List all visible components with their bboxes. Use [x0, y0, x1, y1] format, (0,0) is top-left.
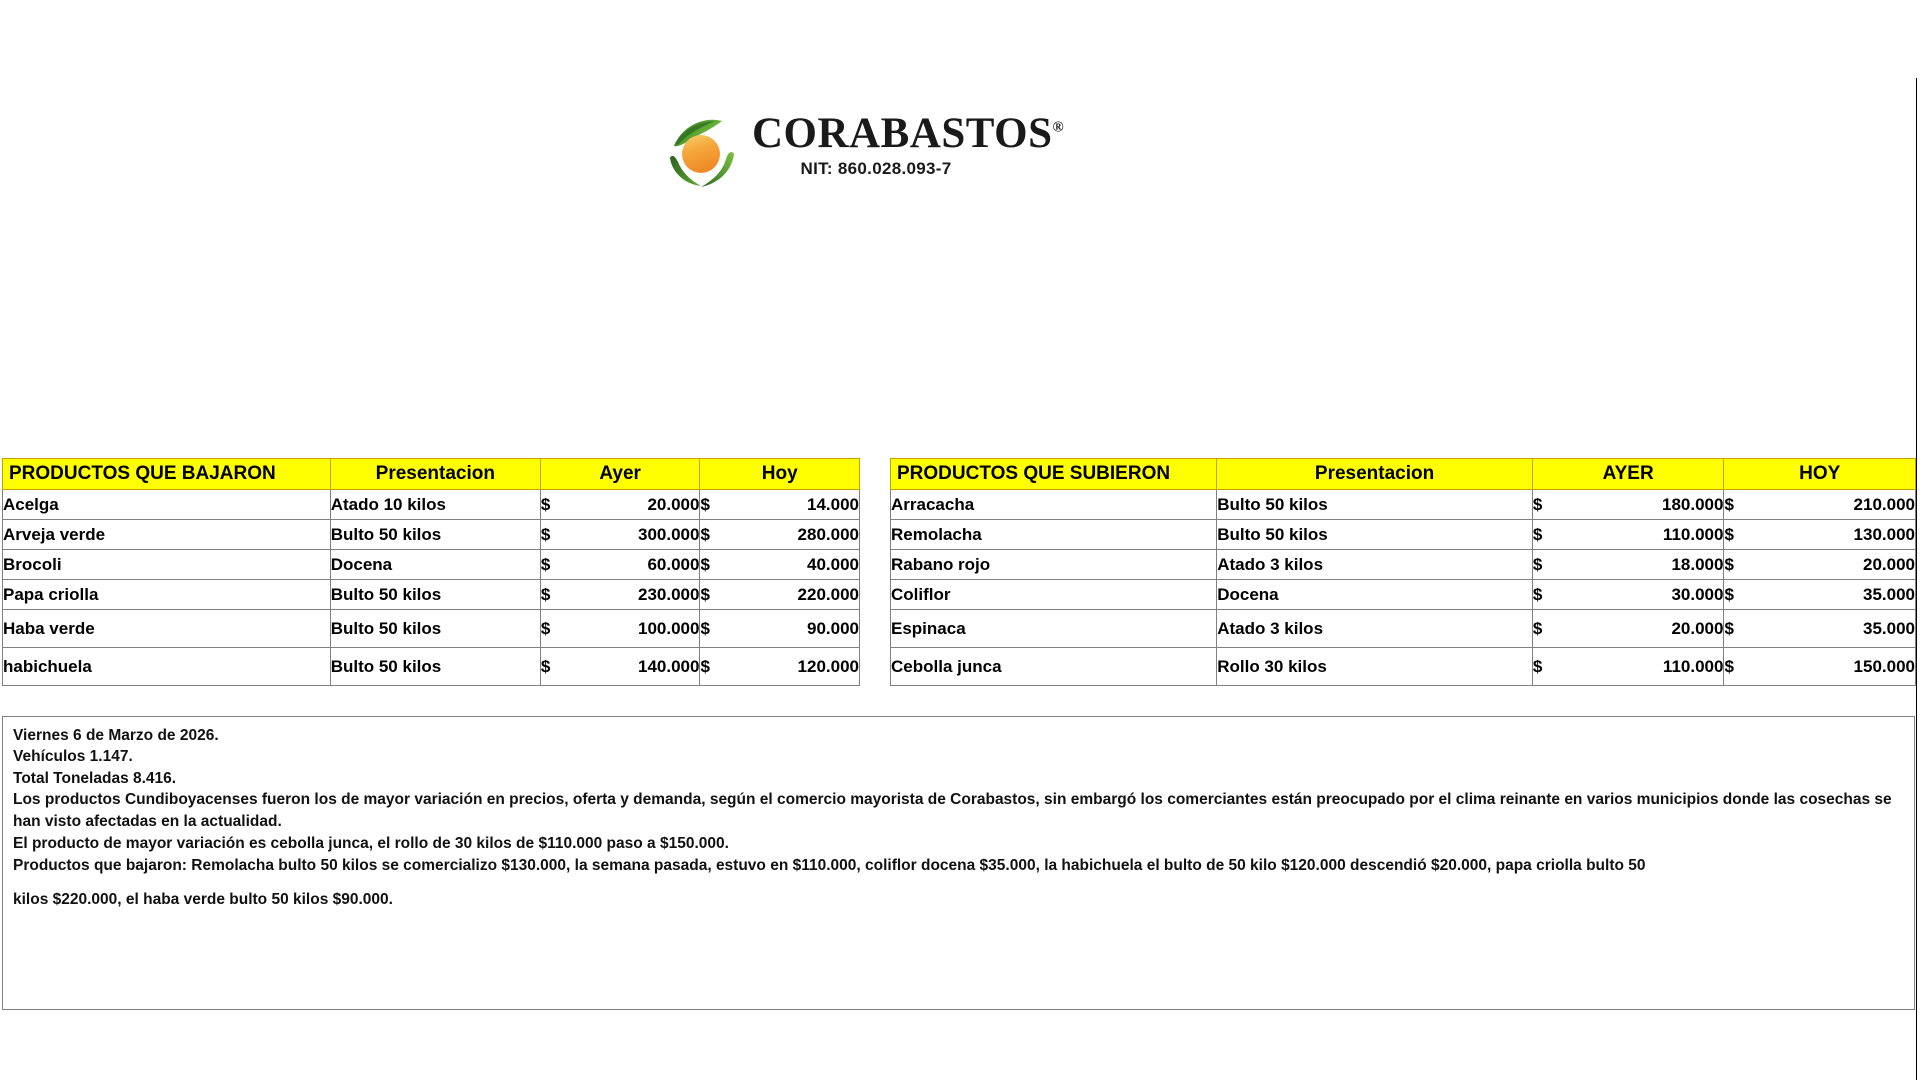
cell-presentacion: Bulto 50 kilos [330, 520, 540, 550]
table-body-subieron [891, 490, 1916, 686]
cell-ayer-value: 300.000 [582, 520, 699, 550]
cell-hoy-value: 40.000 [742, 550, 860, 580]
table-row [891, 610, 1916, 648]
cell-hoy-currency: $ [700, 648, 742, 686]
cell-ayer-value: 30.000 [1568, 580, 1724, 610]
cell-hoy-currency: $ [700, 550, 742, 580]
logo-wordmark [752, 110, 1065, 157]
cell-presentacion: Atado 3 kilos [1217, 610, 1533, 648]
cell-presentacion: Docena [1217, 580, 1533, 610]
cell-presentacion: Bulto 50 kilos [330, 648, 540, 686]
header-hoy: Hoy [700, 459, 860, 490]
table-row [3, 610, 860, 648]
cell-hoy-currency: $ [700, 610, 742, 648]
logo-wordmark-block [752, 110, 1065, 179]
cell-hoy-currency: $ [700, 580, 742, 610]
market-summary-note [2, 716, 1915, 1010]
table-row [891, 520, 1916, 550]
cell-hoy-value: 120.000 [742, 648, 860, 686]
cell-hoy-currency: $ [1724, 580, 1760, 610]
cell-hoy-value: 14.000 [742, 490, 860, 520]
note-paragraph-3: Productos que bajaron: Remolacha bulto 50 kilos se comercializo $130.000, la semana pasada, estuvo en $110.000, coliflor docena $35.000, la habichuela el bulto de 50 kilo $120.000 descendió $20.000, papa criolla bulto 50 [13, 856, 1646, 874]
cell-ayer-currency: $ [1532, 610, 1568, 648]
note-paragraph-1: Los productos Cundiboyacenses fueron los de mayor variación en precios, oferta y demanda, según el comercio mayorista de Corabastos, sin embargó los comerciantes están preocupado por el clima reinante en varios municipios donde las cosechas se han visto afectadas en la actualidad. [13, 791, 1892, 831]
note-paragraph-4: kilos $220.000, el haba verde bulto 50 kilos $90.000. [13, 890, 393, 908]
cell-ayer-currency: $ [1532, 490, 1568, 520]
table-row [891, 550, 1916, 580]
header-ayer: Ayer [540, 459, 700, 490]
cell-producto: Coliflor [891, 580, 1217, 610]
cell-presentacion: Atado 10 kilos [330, 490, 540, 520]
table-row [3, 520, 860, 550]
table-row [891, 490, 1916, 520]
cell-ayer-currency: $ [1532, 520, 1568, 550]
header-hoy: HOY [1724, 459, 1916, 490]
cell-presentacion: Atado 3 kilos [1217, 550, 1533, 580]
cell-ayer-currency: $ [540, 648, 582, 686]
page-right-border [1916, 78, 1917, 1080]
cell-producto: Espinaca [891, 610, 1217, 648]
cell-presentacion: Rollo 30 kilos [1217, 648, 1533, 686]
note-paragraph-2: El producto de mayor variación es cebolla junca, el rollo de 30 kilos de $110.000 paso a $150.000. [13, 835, 729, 853]
cell-producto: Arveja verde [3, 520, 331, 550]
cell-hoy-value: 130.000 [1760, 520, 1916, 550]
cell-hoy-currency: $ [1724, 610, 1760, 648]
cell-presentacion: Bulto 50 kilos [1217, 490, 1533, 520]
cell-presentacion: Bulto 50 kilos [330, 610, 540, 648]
cell-ayer-currency: $ [540, 550, 582, 580]
cell-producto: Cebolla junca [891, 648, 1217, 686]
cell-ayer-currency: $ [540, 580, 582, 610]
cell-ayer-value: 180.000 [1568, 490, 1724, 520]
corabastos-leaf-fruit-icon [660, 110, 744, 194]
cell-producto: habichuela [3, 648, 331, 686]
cell-hoy-currency: $ [1724, 550, 1760, 580]
header-productos-bajaron: PRODUCTOS QUE BAJARON [3, 459, 331, 490]
logo-brand-name: CORABASTOS [752, 110, 1053, 157]
header-presentacion: Presentacion [330, 459, 540, 490]
cell-ayer-value: 18.000 [1568, 550, 1724, 580]
table-row [3, 490, 860, 520]
cell-presentacion: Bulto 50 kilos [1217, 520, 1533, 550]
cell-hoy-value: 90.000 [742, 610, 860, 648]
note-vehicles-line: Vehículos 1.147. [13, 748, 133, 766]
header-presentacion: Presentacion [1217, 459, 1533, 490]
cell-ayer-currency: $ [540, 490, 582, 520]
table-row [891, 580, 1916, 610]
cell-hoy-value: 150.000 [1760, 648, 1916, 686]
cell-hoy-value: 280.000 [742, 520, 860, 550]
cell-ayer-value: 110.000 [1568, 648, 1724, 686]
header-ayer: AYER [1532, 459, 1724, 490]
cell-ayer-value: 230.000 [582, 580, 699, 610]
cell-producto: Rabano rojo [891, 550, 1217, 580]
header-productos-subieron: PRODUCTOS QUE SUBIERON [891, 459, 1217, 490]
registered-mark-icon: ® [1052, 119, 1065, 136]
cell-producto: Remolacha [891, 520, 1217, 550]
cell-ayer-currency: $ [1532, 580, 1568, 610]
logo-nit: NIT: 860.028.093-7 [800, 159, 952, 178]
cell-producto: Acelga [3, 490, 331, 520]
table-row [891, 648, 1916, 686]
cell-ayer-currency: $ [540, 610, 582, 648]
table-productos-que-bajaron [2, 458, 860, 686]
cell-producto: Arracacha [891, 490, 1217, 520]
cell-presentacion: Docena [330, 550, 540, 580]
cell-hoy-currency: $ [1724, 648, 1760, 686]
table-body-bajaron [3, 490, 860, 686]
cell-hoy-currency: $ [700, 490, 742, 520]
cell-ayer-value: 110.000 [1568, 520, 1724, 550]
cell-hoy-value: 210.000 [1760, 490, 1916, 520]
cell-presentacion: Bulto 50 kilos [330, 580, 540, 610]
cell-ayer-value: 20.000 [582, 490, 699, 520]
cell-hoy-value: 35.000 [1760, 580, 1916, 610]
table-row [3, 648, 860, 686]
table-productos-que-subieron [890, 458, 1916, 686]
cell-ayer-currency: $ [1532, 550, 1568, 580]
cell-ayer-value: 60.000 [582, 550, 699, 580]
cell-producto: Brocoli [3, 550, 331, 580]
cell-hoy-currency: $ [700, 520, 742, 550]
cell-ayer-value: 20.000 [1568, 610, 1724, 648]
note-tons-line: Total Toneladas 8.416. [13, 769, 177, 787]
cell-ayer-currency: $ [1532, 648, 1568, 686]
cell-hoy-value: 35.000 [1760, 610, 1916, 648]
cell-producto: Papa criolla [3, 580, 331, 610]
corabastos-logo [660, 104, 1065, 196]
table-row [3, 580, 860, 610]
cell-hoy-value: 220.000 [742, 580, 860, 610]
cell-hoy-value: 20.000 [1760, 550, 1916, 580]
cell-hoy-currency: $ [1724, 520, 1760, 550]
note-date-line: Viernes 6 de Marzo de 2026. [13, 727, 219, 744]
table-row [3, 550, 860, 580]
cell-producto: Haba verde [3, 610, 331, 648]
table-header-row [3, 459, 860, 490]
table-header-row [891, 459, 1916, 490]
cell-hoy-currency: $ [1724, 490, 1760, 520]
cell-ayer-value: 140.000 [582, 648, 699, 686]
cell-ayer-value: 100.000 [582, 610, 699, 648]
cell-ayer-currency: $ [540, 520, 582, 550]
